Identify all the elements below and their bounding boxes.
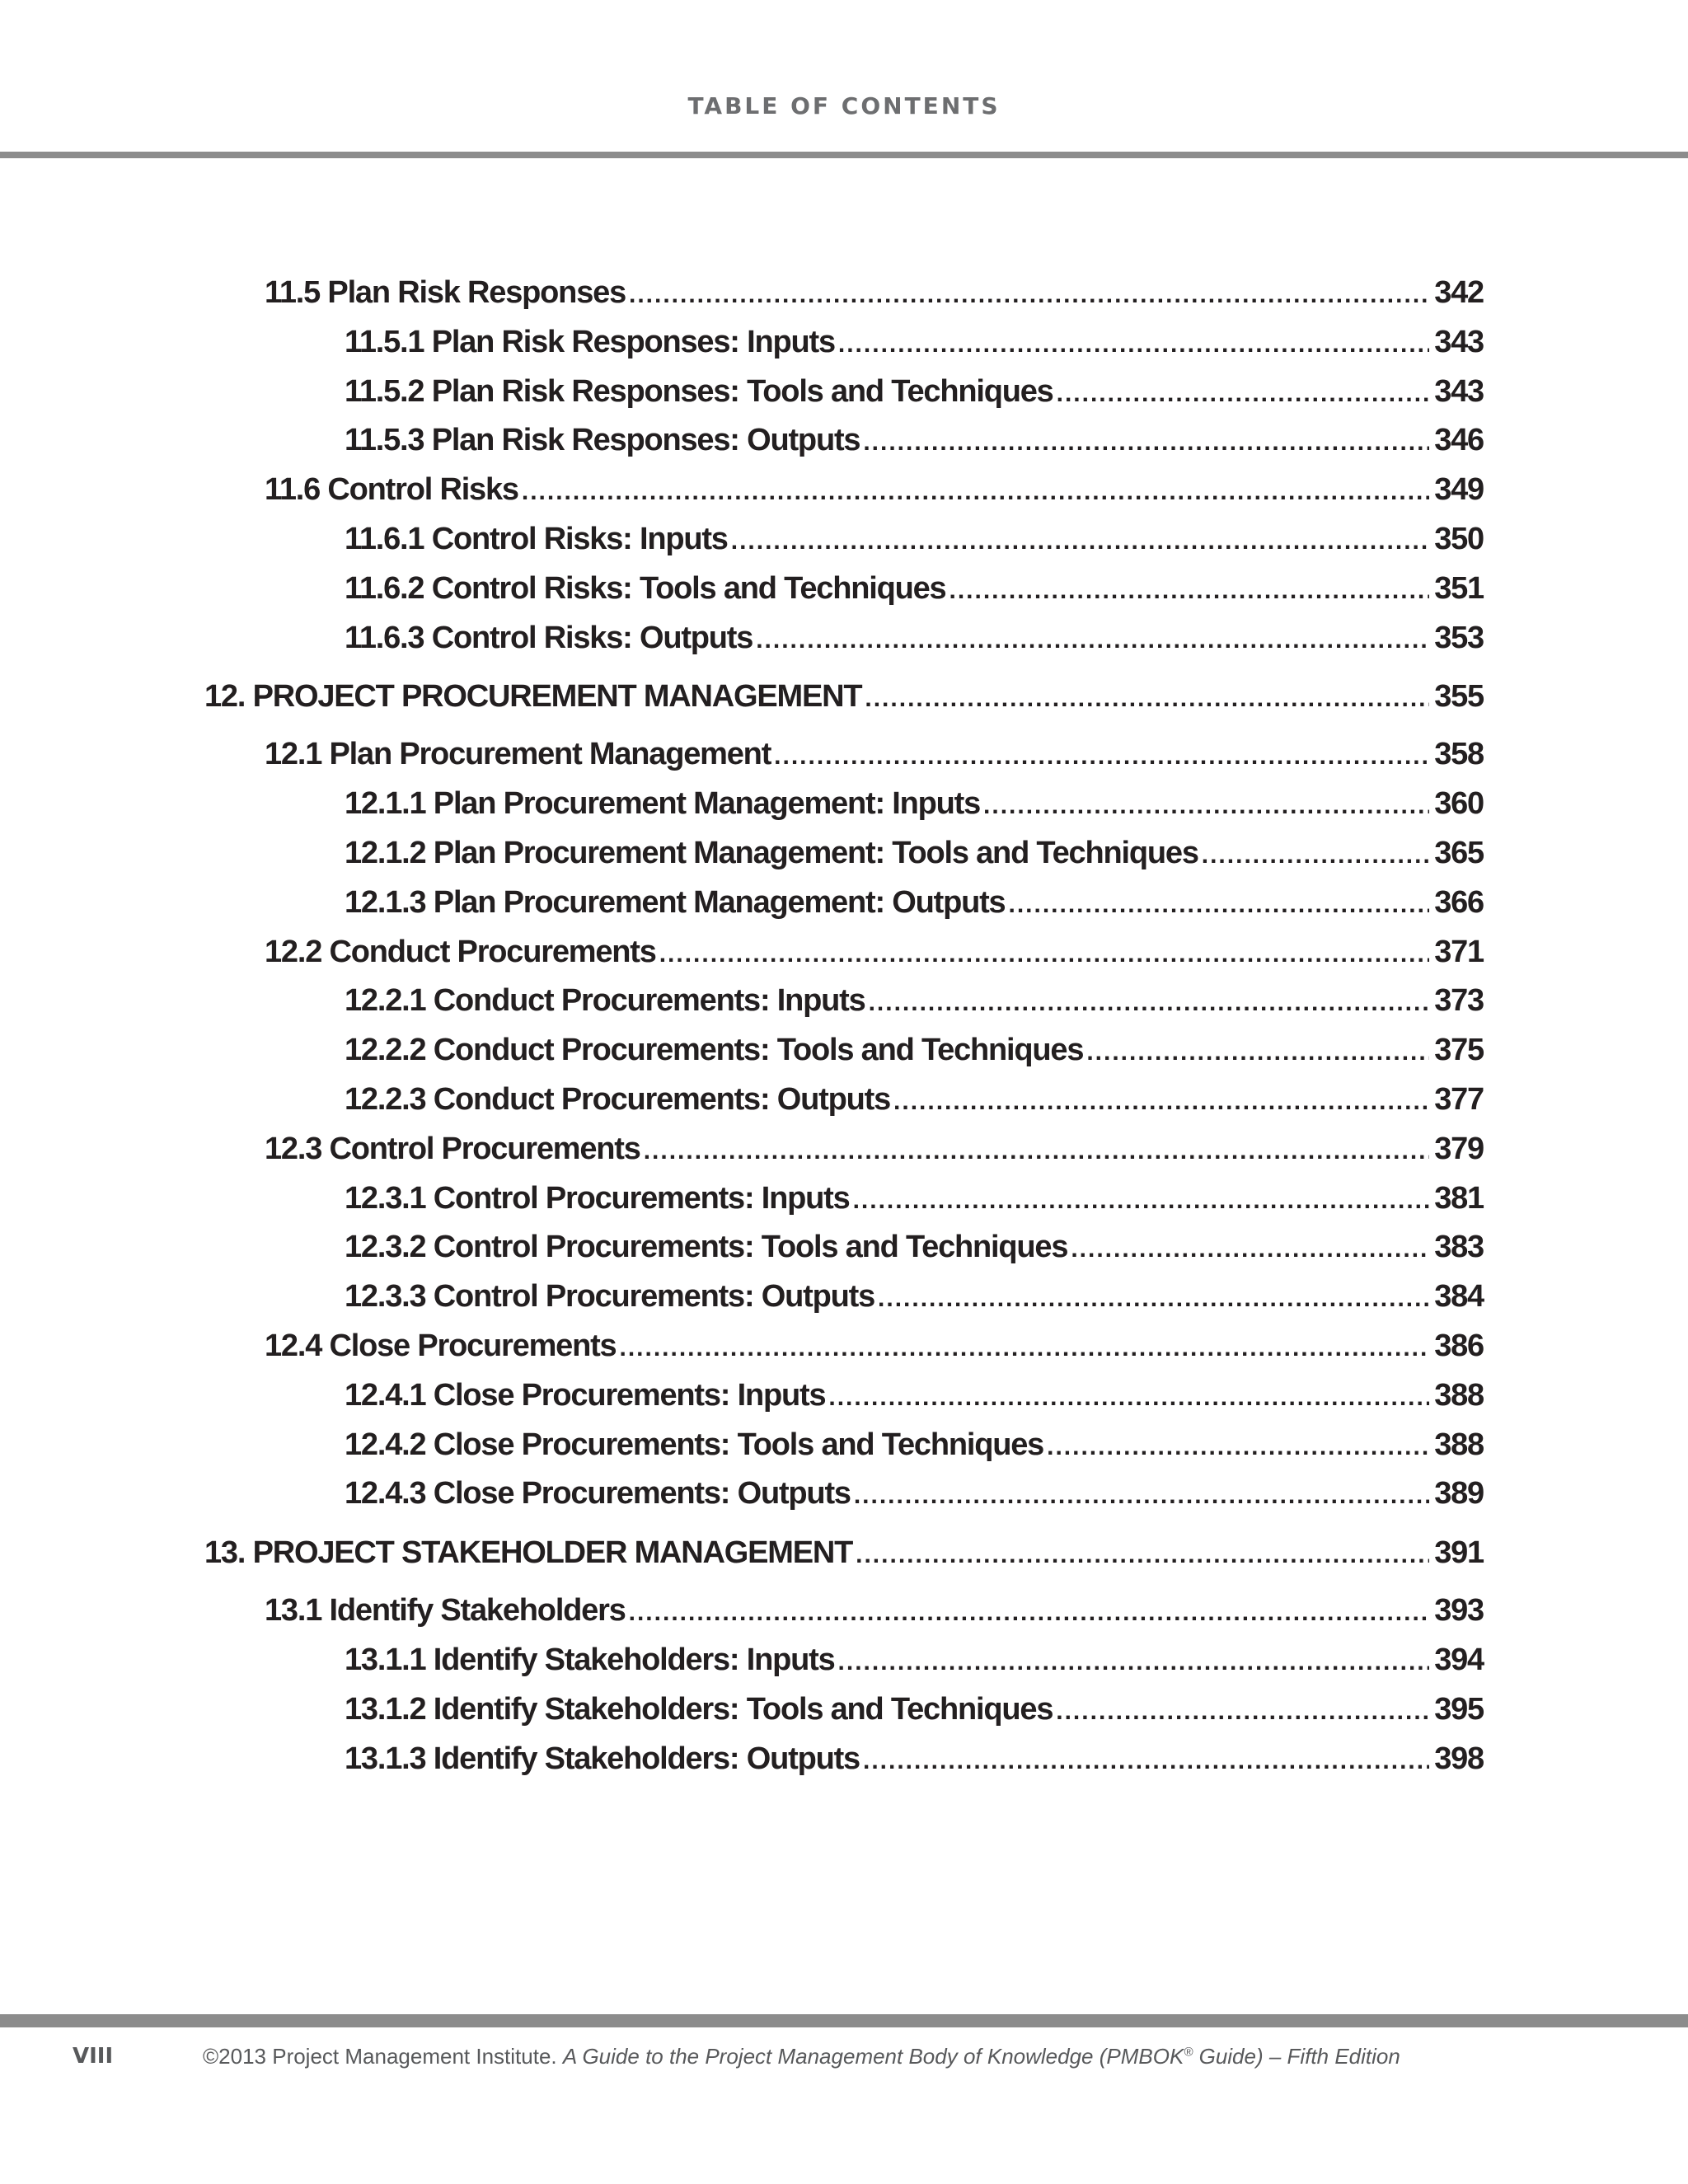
toc-entry-page: 383 (1434, 1230, 1484, 1265)
toc-entry[interactable] (345, 980, 1484, 1021)
dot-leader (1056, 1691, 1429, 1732)
toc-entry-page: 343 (1434, 373, 1484, 409)
toc-entry-page: 346 (1434, 423, 1484, 458)
toc-entry[interactable] (345, 419, 1484, 461)
toc-entry-label: 13.1 Identify Stakeholders (265, 1593, 626, 1629)
dot-leader (644, 1131, 1429, 1172)
page-number: VIII (73, 2044, 114, 2069)
toc-entry-label: 12.2.2 Conduct Procurements: Tools and Techniques (345, 1033, 1084, 1068)
toc-entry-label: 12.3.1 Control Procurements: Inputs (345, 1180, 850, 1216)
dot-leader (1071, 1229, 1429, 1270)
toc-entry-label: 12.1.2 Plan Procurement Management: Tools and Techniques (345, 836, 1198, 870)
dot-leader (629, 274, 1429, 316)
toc-entry-page: 384 (1434, 1279, 1484, 1315)
toc-entry-label: 13.1.2 Identify Stakeholders: Tools and Techniques (345, 1691, 1053, 1727)
toc-entry-page: 366 (1434, 884, 1484, 920)
toc-entry-page: 395 (1434, 1691, 1484, 1727)
toc-entry-page: 386 (1434, 1329, 1484, 1363)
dot-leader (731, 521, 1429, 562)
toc-entry[interactable] (345, 1689, 1484, 1730)
toc-entry[interactable] (345, 1473, 1484, 1514)
toc-entry[interactable] (345, 1029, 1484, 1071)
dot-leader (1047, 1427, 1429, 1468)
toc-entry-page: 391 (1434, 1535, 1484, 1571)
book-title-end: Guide) – Fifth Edition (1193, 2044, 1400, 2069)
toc-entry-label: 12.2.3 Conduct Procurements: Outputs (345, 1082, 891, 1117)
toc-entry[interactable] (345, 321, 1484, 363)
dot-leader (838, 324, 1429, 365)
toc-entry-label: 12.1.3 Plan Procurement Management: Outputs (345, 884, 1006, 920)
toc-entry-label: 11.5 Plan Risk Responses (265, 275, 626, 310)
toc-entry[interactable] (345, 617, 1484, 658)
toc-entry[interactable] (345, 1738, 1484, 1779)
dot-leader (828, 1377, 1429, 1418)
toc-entry[interactable] (345, 1424, 1484, 1465)
dot-leader (522, 471, 1429, 513)
toc-entry[interactable] (265, 931, 1484, 972)
dot-leader (863, 1741, 1429, 1782)
dot-leader (853, 1180, 1430, 1221)
toc-entry-label: 11.6.2 Control Risks: Tools and Techniques (345, 570, 946, 606)
toc-entry[interactable] (265, 733, 1484, 775)
toc-entry-label: 12.3.2 Control Procurements: Tools and Techniques (345, 1230, 1068, 1265)
toc-entry[interactable] (265, 272, 1484, 313)
toc-entry[interactable] (345, 371, 1484, 412)
toc-entry[interactable] (345, 518, 1484, 560)
dot-leader (774, 736, 1429, 777)
toc-entry-page: 393 (1434, 1593, 1484, 1629)
toc-entry[interactable] (345, 1178, 1484, 1219)
toc-entry-label: 12.2 Conduct Procurements (265, 934, 656, 969)
toc-entry[interactable] (265, 1128, 1484, 1169)
toc-entry-page: 371 (1434, 934, 1484, 969)
toc-entry-page: 381 (1434, 1180, 1484, 1216)
toc-entry-label: 12.4.2 Close Procurements: Tools and Techniques (345, 1427, 1044, 1462)
dot-leader (838, 1642, 1430, 1683)
toc-entry-label: 11.6.3 Control Risks: Outputs (345, 620, 753, 655)
toc-entry[interactable] (345, 832, 1484, 874)
toc-entry[interactable] (204, 1532, 1484, 1573)
toc-entry-page: 388 (1434, 1427, 1484, 1462)
toc-entry-page: 398 (1434, 1741, 1484, 1776)
footer-rule (0, 2014, 1688, 2027)
toc-entry-label: 13. PROJECT STAKEHOLDER MANAGEMENT (204, 1535, 853, 1571)
toc-entry[interactable] (345, 1276, 1484, 1317)
copyright-text: ©2013 Project Management Institute. (203, 2044, 563, 2069)
dot-leader (949, 570, 1429, 612)
toc-entry[interactable] (345, 1079, 1484, 1120)
dot-leader (878, 1278, 1429, 1319)
book-title (563, 2044, 1400, 2069)
toc-entry-label: 11.6.1 Control Risks: Inputs (345, 522, 728, 556)
toc-entry-label: 11.5.3 Plan Risk Responses: Outputs (345, 423, 860, 458)
header-rule (0, 152, 1688, 158)
dot-leader (856, 1535, 1429, 1576)
toc-entry-label: 12.1 Plan Procurement Management (265, 737, 771, 772)
toc-entry-page: 360 (1434, 786, 1484, 822)
toc-entry[interactable] (345, 783, 1484, 824)
book-title-main: A Guide to the Project Management Body of Knowledge (PMBOK (562, 2044, 1184, 2069)
dot-leader (1086, 1032, 1429, 1073)
toc-entry-page: 394 (1434, 1643, 1484, 1677)
toc-entry[interactable] (265, 1325, 1484, 1366)
toc-entry[interactable] (345, 1375, 1484, 1416)
toc-entry-label: 13.1.1 Identify Stakeholders: Inputs (345, 1643, 835, 1677)
toc-entry-label: 12.3.3 Control Procurements: Outputs (345, 1279, 875, 1315)
toc-entry-page: 379 (1434, 1131, 1484, 1166)
toc-entry-page: 343 (1434, 324, 1484, 359)
dot-leader (863, 422, 1429, 463)
dot-leader (983, 785, 1429, 827)
toc-entry-page: 350 (1434, 522, 1484, 556)
toc-entry-page: 351 (1434, 570, 1484, 606)
toc-entry-page: 389 (1434, 1476, 1484, 1511)
toc-entry-page: 375 (1434, 1033, 1484, 1068)
toc-entry-page: 342 (1434, 275, 1484, 310)
toc-entry[interactable] (265, 469, 1484, 510)
toc-entry-label: 12.2.1 Conduct Procurements: Inputs (345, 983, 865, 1019)
toc-entry[interactable] (345, 568, 1484, 609)
toc-entry-label: 12.3 Control Procurements (265, 1131, 640, 1166)
toc-entry-label: 12.4.3 Close Procurements: Outputs (345, 1476, 851, 1511)
dot-leader (865, 678, 1429, 719)
toc-entry-page: 373 (1434, 983, 1484, 1019)
dot-leader (1009, 884, 1430, 926)
toc-entry[interactable] (345, 1639, 1484, 1680)
toc-entry-label: 11.5.1 Plan Risk Responses: Inputs (345, 324, 835, 359)
dot-leader (869, 982, 1430, 1024)
toc-entry-label: 13.1.3 Identify Stakeholders: Outputs (345, 1741, 860, 1776)
dot-leader (629, 1592, 1430, 1633)
footer-copyright (203, 2044, 1400, 2069)
dot-leader (854, 1475, 1429, 1516)
toc-entry-label: 12.1.1 Plan Procurement Management: Inputs (345, 786, 981, 822)
toc-entry-page: 358 (1434, 737, 1484, 772)
toc-entry-label: 11.5.2 Plan Risk Responses: Tools and Techniques (345, 373, 1053, 409)
toc-entry-label: 12. PROJECT PROCUREMENT MANAGEMENT (204, 679, 862, 715)
toc-entry-page: 355 (1434, 679, 1484, 715)
registered-mark: ® (1184, 2045, 1193, 2060)
toc-entry-page: 349 (1434, 472, 1484, 508)
toc-entry-page: 388 (1434, 1377, 1484, 1413)
toc-entry-label: 12.4.1 Close Procurements: Inputs (345, 1377, 826, 1413)
toc-entry[interactable] (345, 1226, 1484, 1268)
dot-leader (620, 1328, 1430, 1369)
dot-leader (1057, 373, 1430, 415)
toc-entry-page: 377 (1434, 1082, 1484, 1117)
toc-entry-page: 365 (1434, 836, 1484, 870)
toc-entry-page: 353 (1434, 620, 1484, 655)
toc-entry-label: 12.4 Close Procurements (265, 1329, 617, 1363)
dot-leader (1202, 835, 1429, 876)
toc-entry[interactable] (265, 1590, 1484, 1631)
dot-leader (893, 1081, 1429, 1122)
page-title: TABLE OF CONTENTS (687, 92, 1001, 120)
dot-leader (756, 620, 1429, 661)
toc-entry-label: 11.6 Control Risks (265, 472, 518, 508)
dot-leader (659, 934, 1429, 975)
toc-entry[interactable] (204, 676, 1484, 717)
toc-entry[interactable] (345, 882, 1484, 923)
